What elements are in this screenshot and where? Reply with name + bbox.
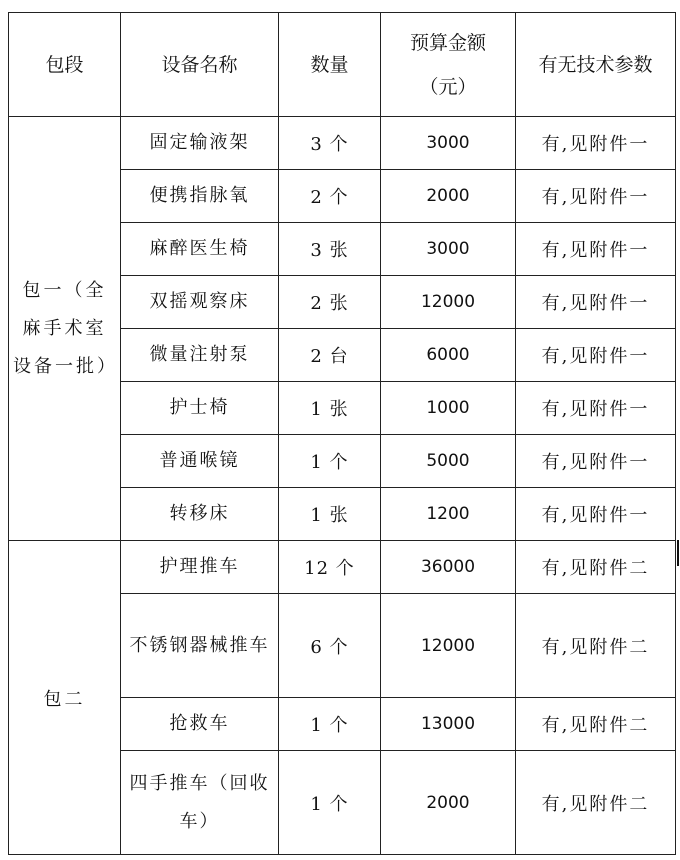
group-label-package-2: 包二 [9,541,121,855]
params-cell: 有,见附件一 [516,117,676,170]
params-cell: 有,见附件二 [516,594,676,698]
quantity-cell: 2 台 [279,329,381,382]
quantity-cell: 1 个 [279,751,381,855]
header-budget-line2: （元） [419,75,477,98]
budget-cell: 13000 [381,698,516,751]
group-label-package-1: 包一（全麻手术室设备一批） [9,117,121,541]
quantity-cell: 3 张 [279,223,381,276]
header-budget-line1: 预算金额 [409,31,486,54]
params-cell: 有,见附件一 [516,276,676,329]
procurement-table [8,12,676,855]
budget-cell: 1200 [381,488,516,541]
header-package: 包段 [9,13,121,117]
params-cell: 有,见附件二 [516,698,676,751]
params-cell: 有,见附件一 [516,382,676,435]
budget-cell: 3000 [381,223,516,276]
quantity-cell: 1 张 [279,382,381,435]
text-cursor-mark [677,540,679,566]
budget-cell: 12000 [381,594,516,698]
budget-cell: 2000 [381,751,516,855]
budget-cell: 2000 [381,170,516,223]
params-cell: 有,见附件一 [516,488,676,541]
header-params: 有无技术参数 [516,13,676,117]
table-row [9,117,676,170]
device-name-cell: 护士椅 [121,382,279,435]
device-name-cell: 四手推车（回收车） [121,751,279,855]
quantity-cell: 2 个 [279,170,381,223]
device-name-cell: 普通喉镜 [121,435,279,488]
device-name-cell: 不锈钢器械推车 [121,594,279,698]
device-name-cell: 转移床 [121,488,279,541]
device-name-cell: 双摇观察床 [121,276,279,329]
params-cell: 有,见附件一 [516,329,676,382]
budget-cell: 36000 [381,541,516,594]
header-budget [381,13,516,117]
quantity-cell: 2 张 [279,276,381,329]
params-cell: 有,见附件二 [516,751,676,855]
device-name-cell: 微量注射泵 [121,329,279,382]
budget-cell: 12000 [381,276,516,329]
budget-cell: 1000 [381,382,516,435]
params-cell: 有,见附件一 [516,435,676,488]
params-cell: 有,见附件一 [516,170,676,223]
quantity-cell: 6 个 [279,594,381,698]
params-cell: 有,见附件一 [516,223,676,276]
device-name-cell: 固定输液架 [121,117,279,170]
quantity-cell: 12 个 [279,541,381,594]
quantity-cell: 1 个 [279,698,381,751]
device-name-cell: 抢救车 [121,698,279,751]
table-row [9,541,676,594]
device-name-cell: 麻醉医生椅 [121,223,279,276]
budget-cell: 3000 [381,117,516,170]
params-cell: 有,见附件二 [516,541,676,594]
header-device-name: 设备名称 [121,13,279,117]
device-name-cell: 护理推车 [121,541,279,594]
quantity-cell: 1 张 [279,488,381,541]
budget-cell: 6000 [381,329,516,382]
quantity-cell: 1 个 [279,435,381,488]
header-row [9,13,676,117]
quantity-cell: 3 个 [279,117,381,170]
header-quantity: 数量 [279,13,381,117]
budget-cell: 5000 [381,435,516,488]
device-name-cell: 便携指脉氧 [121,170,279,223]
